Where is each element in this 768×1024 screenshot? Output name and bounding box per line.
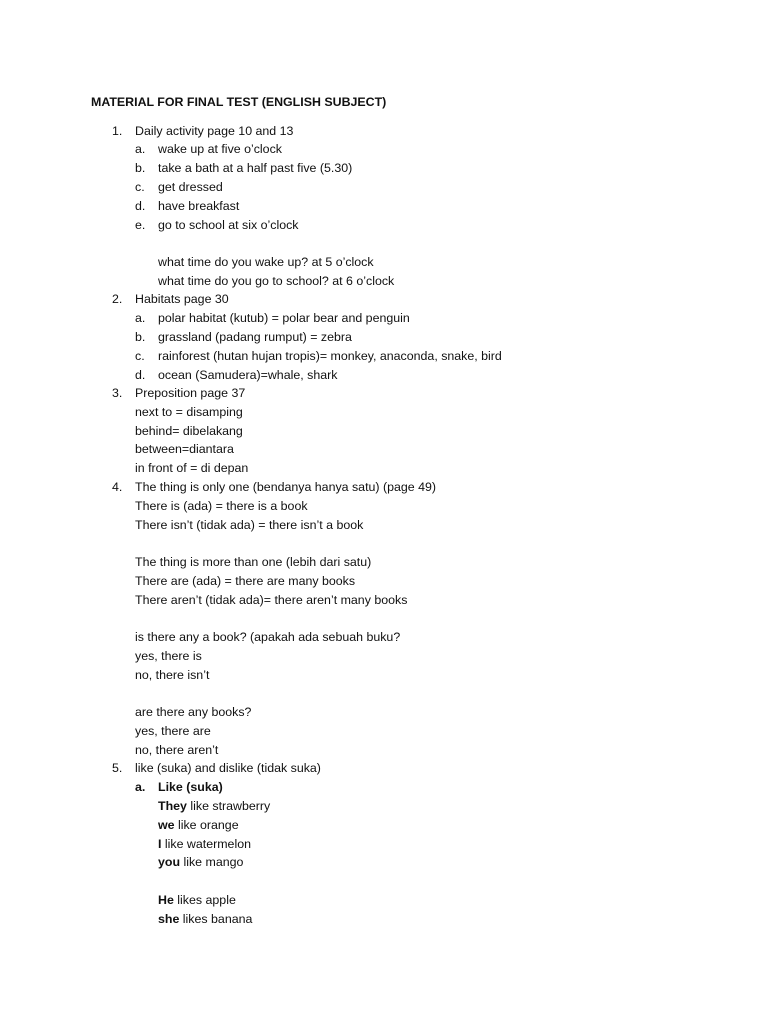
example-rest: likes apple <box>173 893 236 907</box>
text-line: There is (ada) = there is a book <box>135 499 308 513</box>
example-rest: like mango <box>180 855 244 869</box>
text-line: There aren’t (tidak ada)= there aren’t many books <box>135 593 408 607</box>
example-rest: like strawberry <box>186 799 271 813</box>
list-letter: a. <box>135 311 146 325</box>
list-letter: d. <box>135 368 146 382</box>
example-rest: like watermelon <box>161 837 251 851</box>
text-line: is there any a book? (apakah ada sebuah buku? <box>135 630 401 644</box>
example-line <box>158 797 270 816</box>
list-item: ocean (Samudera)=whale, shark <box>158 368 338 382</box>
list-item: get dressed <box>158 180 223 194</box>
list-item: rainforest (hutan hujan tropis)= monkey, anaconda, snake, bird <box>158 349 502 363</box>
section-heading: Daily activity page 10 and 13 <box>135 124 294 138</box>
example-subject: we <box>158 818 175 832</box>
section-heading: Preposition page 37 <box>135 386 246 400</box>
example-line <box>158 816 239 835</box>
text-line: There are (ada) = there are many books <box>135 574 356 588</box>
example-subject: she <box>158 912 180 926</box>
sub-heading: Like (suka) <box>158 780 223 794</box>
list-letter: e. <box>135 218 146 232</box>
example-rest: likes banana <box>179 912 253 926</box>
example-subject: He <box>158 893 174 907</box>
example-line: what time do you wake up? at 5 o’clock <box>158 255 374 269</box>
text-line: between=diantara <box>135 442 234 456</box>
text-line: The thing is more than one (lebih dari satu) <box>135 555 372 569</box>
section-heading: Habitats page 30 <box>135 292 229 306</box>
list-item: have breakfast <box>158 199 240 213</box>
text-line: no, there isn’t <box>135 668 210 682</box>
text-line: no, there aren’t <box>135 743 219 757</box>
section-heading: The thing is only one (bendanya hanya satu) (page 49) <box>135 480 437 494</box>
text-line: in front of = di depan <box>135 461 249 475</box>
list-letter: b. <box>135 161 146 175</box>
example-line <box>158 891 236 910</box>
example-line <box>158 835 251 854</box>
section-heading: like (suka) and dislike (tidak suka) <box>135 761 321 775</box>
example-rest: like orange <box>174 818 239 832</box>
example-subject: you <box>158 855 181 869</box>
text-line: behind= dibelakang <box>135 424 243 438</box>
list-letter: b. <box>135 330 146 344</box>
list-letter: c. <box>135 349 145 363</box>
list-item: take a bath at a half past five (5.30) <box>158 161 353 175</box>
text-line: yes, there is <box>135 649 202 663</box>
example-line <box>158 910 252 929</box>
example-line <box>158 853 243 872</box>
document-title: MATERIAL FOR FINAL TEST (ENGLISH SUBJECT) <box>91 95 387 109</box>
list-item: polar habitat (kutub) = polar bear and penguin <box>158 311 410 325</box>
text-line: yes, there are <box>135 724 211 738</box>
list-item: go to school at six o’clock <box>158 218 299 232</box>
section-number: 3. <box>112 386 123 400</box>
example-subject: I <box>158 837 162 851</box>
list-item: wake up at five o’clock <box>158 142 282 156</box>
section-number: 4. <box>112 480 123 494</box>
text-line: There isn’t (tidak ada) = there isn’t a book <box>135 518 364 532</box>
text-line: next to = disamping <box>135 405 243 419</box>
list-letter: d. <box>135 199 146 213</box>
list-letter: a. <box>135 780 146 794</box>
text-line: are there any books? <box>135 705 252 719</box>
example-subject: They <box>158 799 187 813</box>
section-number: 2. <box>112 292 123 306</box>
list-letter: c. <box>135 180 145 194</box>
example-line: what time do you go to school? at 6 o’clock <box>158 274 395 288</box>
section-number: 1. <box>112 124 123 138</box>
section-number: 5. <box>112 761 123 775</box>
list-letter: a. <box>135 142 146 156</box>
list-item: grassland (padang rumput) = zebra <box>158 330 352 344</box>
